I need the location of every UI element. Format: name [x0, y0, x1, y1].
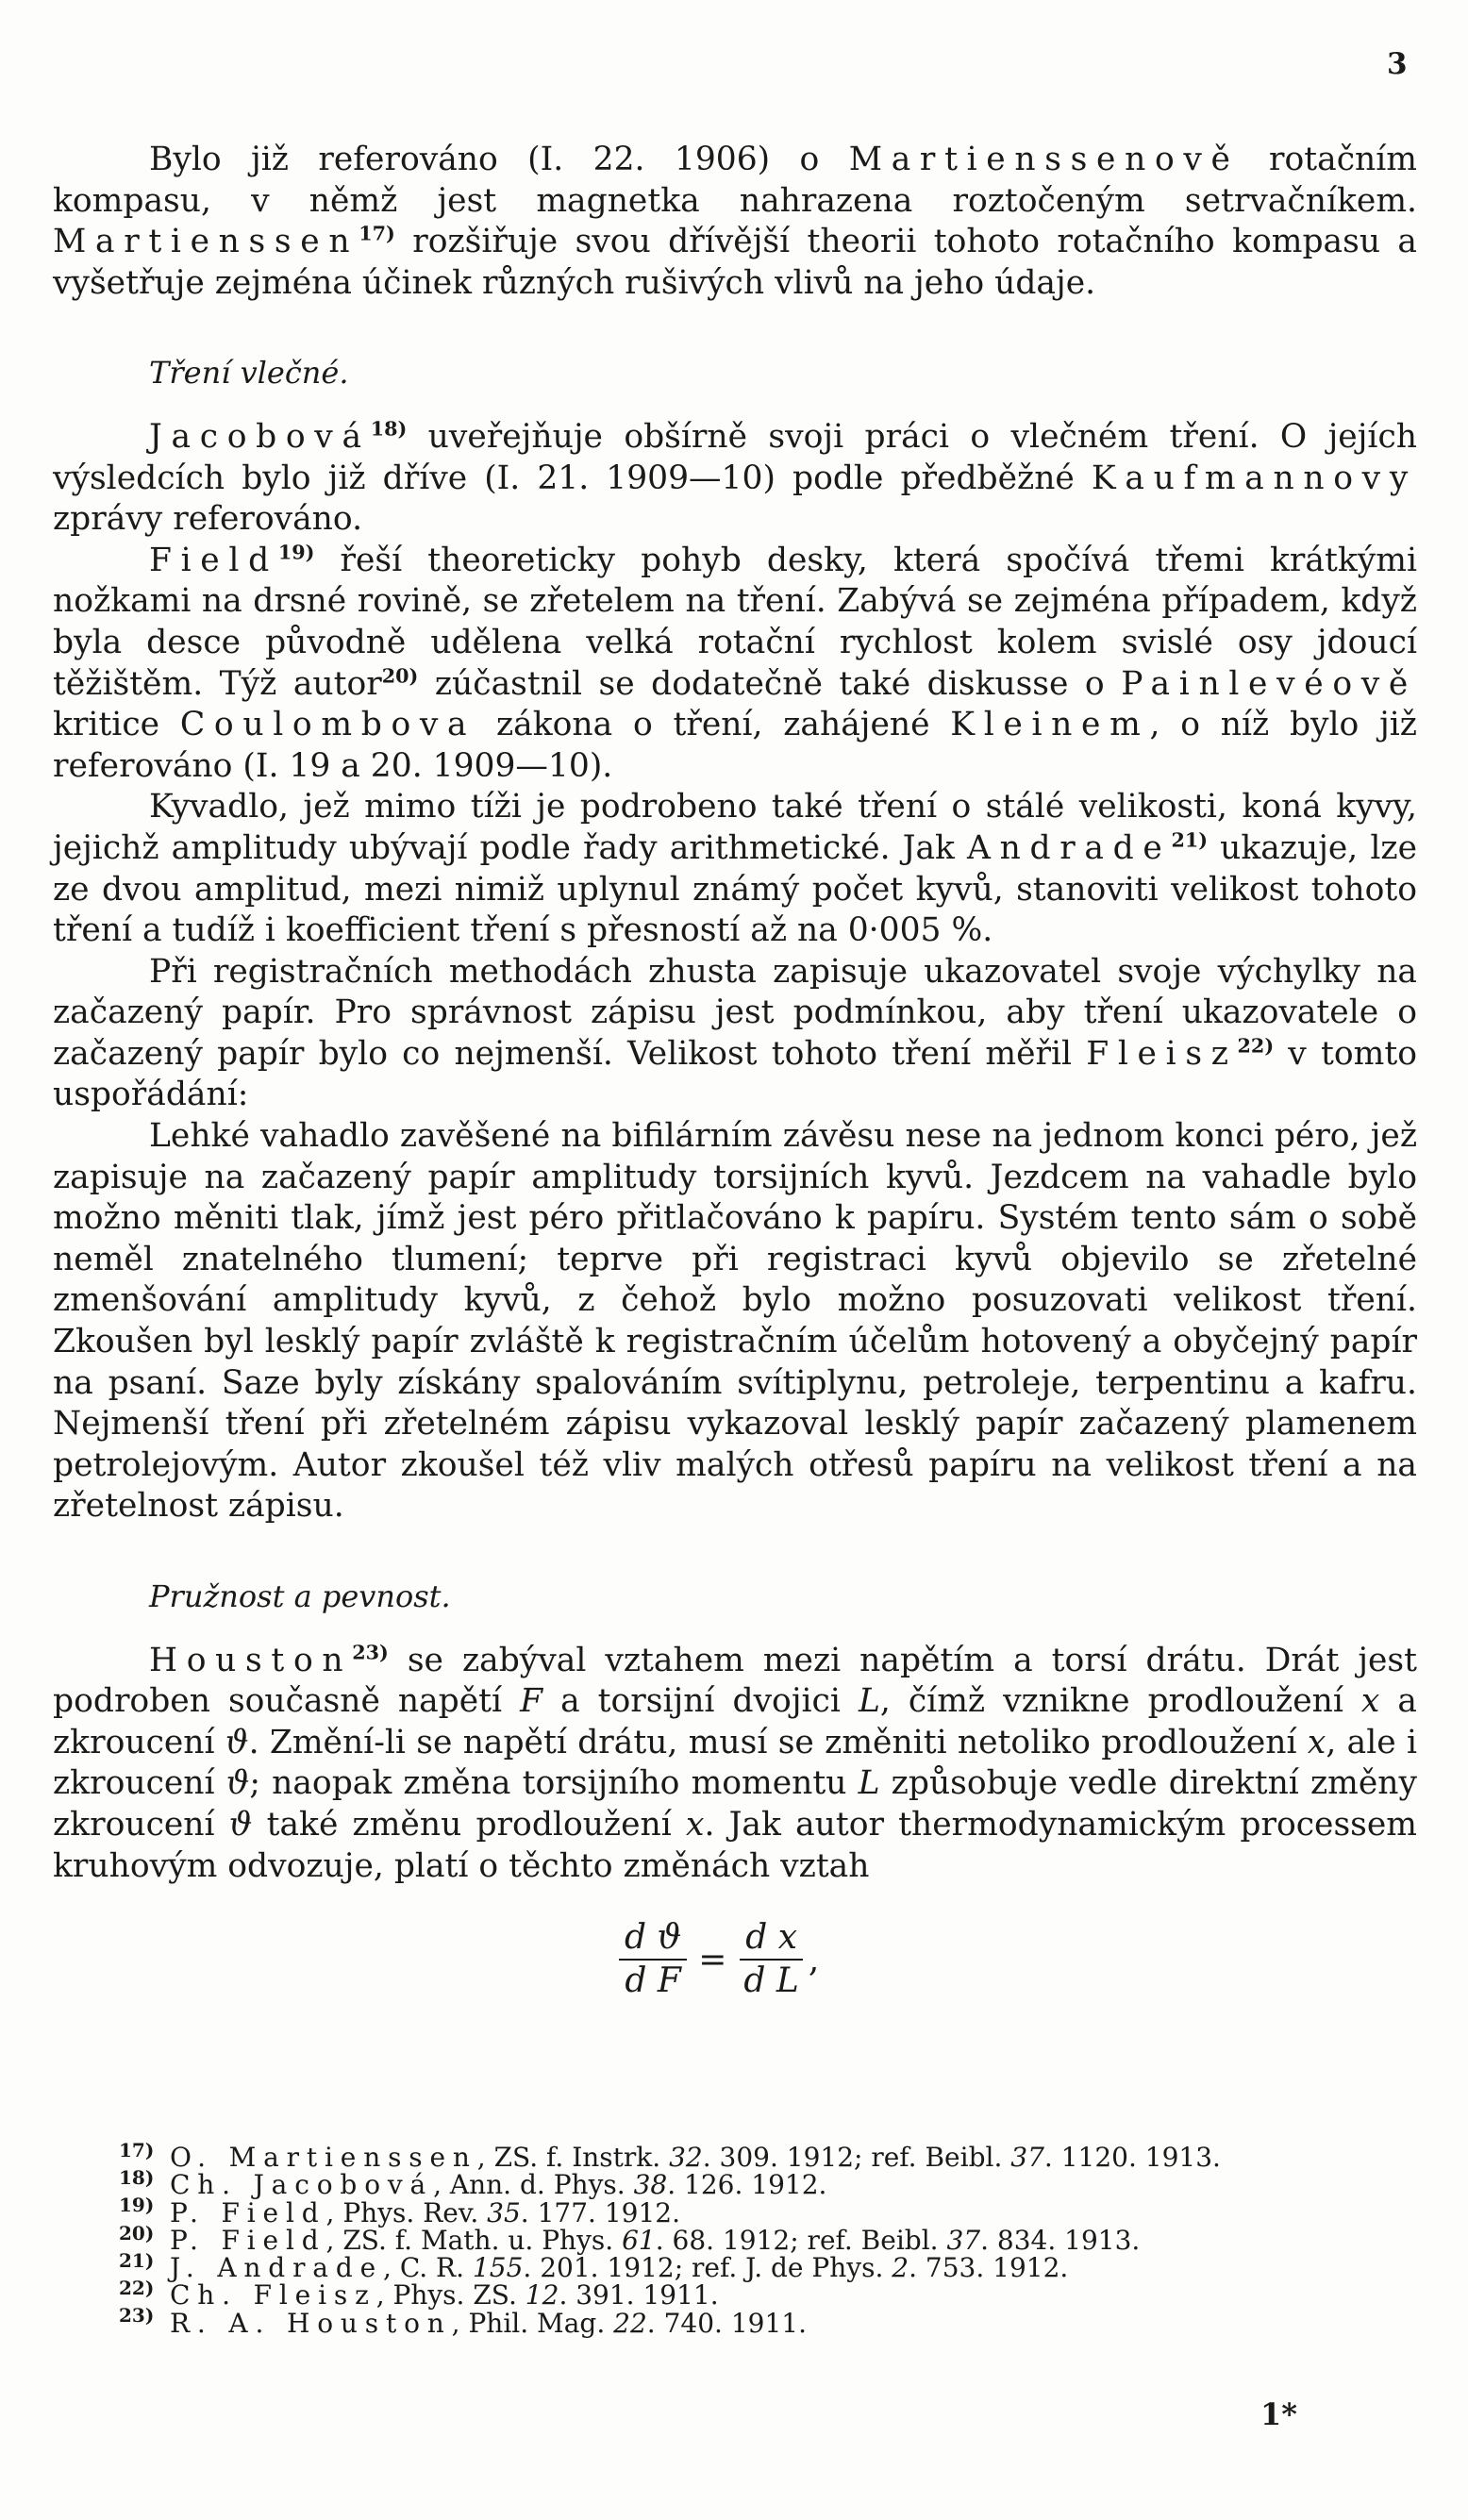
numerator: d x — [740, 1917, 803, 1961]
text: se zabýval vztahem mezi napětím a torsí drátu. Drát jest podroben současně napětí — [53, 1641, 1417, 1721]
text: . 68. 1912; ref. Beibl. — [655, 2224, 947, 2256]
text: , ZS. f. Instrk. — [476, 2142, 670, 2173]
text: . Jak autor thermodynamickým processem kruhovým odvozuje, platí o těchto změnách vztah — [53, 1805, 1418, 1885]
volume: 38 — [633, 2169, 668, 2201]
text: kritice — [53, 706, 180, 744]
footnote-ref: 23) — [352, 1641, 389, 1664]
text: , čímž vznikne prodloužení — [879, 1682, 1361, 1721]
text: a zkroucení — [53, 1682, 1417, 1761]
text: . 391. 1911. — [559, 2279, 719, 2311]
text: ukazuje, lze ze dvou amplitud, mezi nimiž uplynul známý počet kyvů, stanoviti velikost tohoto tření a tudíž i koefficient tření s přesností až na 0·005 %. — [53, 828, 1417, 950]
math-var: x — [685, 1805, 705, 1844]
equals-sign: = — [698, 1940, 727, 1979]
footnote-author: P. Field — [170, 2196, 326, 2228]
volume: 2 — [892, 2252, 909, 2284]
text: . 753. 1912. — [909, 2252, 1069, 2284]
volume: 22 — [613, 2307, 647, 2339]
text: a torsijní dvojici — [542, 1682, 859, 1721]
paragraph-field — [53, 541, 1417, 788]
math-var: ϑ — [225, 1764, 250, 1803]
paragraph-andrade — [53, 787, 1417, 951]
article-body — [53, 140, 1417, 2011]
math-var: ϑ — [225, 1723, 249, 1761]
volume: 37 — [1010, 2142, 1044, 2173]
text: také změnu prodloužení — [252, 1805, 686, 1844]
footnote: 19) P. Field, Phys. Rev. 35. 177. 1912. — [119, 2194, 680, 2228]
text: v tomto uspořádání: — [53, 1034, 1417, 1114]
footnote-ref: 18) — [370, 417, 408, 441]
volume: 155 — [472, 2252, 524, 2284]
author-name: Martienssen — [53, 223, 359, 261]
text: . 309. 1912; ref. Beibl. — [702, 2142, 1011, 2173]
author-name: Field — [149, 541, 278, 579]
text: , Phys. Rev. — [325, 2196, 488, 2228]
text: . 177. 1912. — [520, 2196, 680, 2228]
volume: 35 — [487, 2196, 521, 2228]
text: zúčastnil se dodatečně také diskusse o — [418, 664, 1122, 703]
volume: 61 — [622, 2224, 656, 2256]
author-name: Kleinem — [950, 706, 1150, 744]
text: Kyvadlo, jež mimo tíži je podrobeno také tření o stálé velikosti, koná kyvy, jejichž amplitudy ubývají podle řady arithmetické. Jak — [53, 788, 1417, 867]
author-name: Painlevéově — [1121, 664, 1417, 703]
fraction-left — [619, 1917, 687, 2002]
author-name: Jacobová — [149, 417, 371, 456]
text: rozšiřuje svou dřívější theorii tohoto rotačního kompasu a vyšetřuje zejména účinek různých rušivých vlivů na jeho údaje. — [53, 223, 1417, 302]
footnote: 23) R. A. Houston, Phil. Mag. 22. 740. 1911. — [119, 2304, 807, 2339]
text: ; naopak změna torsijního momentu — [249, 1764, 859, 1803]
footnote-author: P. Field — [170, 2224, 326, 2256]
section-heading-elasticity: Pružnost a pevnost. — [149, 1578, 451, 1614]
text: . 834. 1913. — [980, 2224, 1141, 2256]
text: rotačním kompasu, v němž jest magnetka nahrazena roztočeným setrvačníkem. — [53, 141, 1417, 220]
footnote-author: R. A. Houston — [170, 2307, 452, 2339]
section-heading-friction: Tření vlečné. — [149, 355, 349, 392]
math-var: L — [858, 1764, 880, 1803]
footnote-ref: 19) — [277, 541, 315, 564]
author-name: Fleisz — [1086, 1034, 1238, 1073]
math-var: L — [858, 1682, 880, 1721]
text: zákona o tření, zahájené — [475, 706, 951, 744]
denominator: d F — [625, 1961, 681, 2001]
math-var: ϑ — [228, 1805, 253, 1844]
text: , Phys. ZS. — [375, 2279, 525, 2311]
text: uveřejňuje obšírně svoji práci o vlečném tření. O jejích výsledcích bylo již dříve (I. 21. 1909—10) podle předběžné — [53, 417, 1417, 497]
text: . 740. 1911. — [646, 2307, 807, 2339]
signature-mark: 1* — [1260, 2396, 1297, 2432]
footnote-author: Ch. Fleisz — [170, 2279, 376, 2311]
text: Při registračních methodách zhusta zapisuje ukazovatel svoje výchylky na začazený papír. Pro správnost zápisu jest podmínkou, aby tření ukazovatele o začazený papír bylo co nejmenší. Velikost tohoto tření měřil — [53, 952, 1417, 1073]
text: řeší theoreticky pohyb desky, která spočívá třemi krátkými nožkami na drsné rovině, se zřetelem na tření. Zabývá se zejména případem, když byla desce původně udělena velká rotační rychlost kolem svislé osy jdoucí těžištěm. Týž autor — [53, 541, 1417, 703]
text: . 126. 1912. — [667, 2169, 827, 2201]
math-var: x — [1307, 1723, 1326, 1761]
text: . 201. 1912; ref. J. de Phys. — [523, 2252, 892, 2284]
author-name: Andrade — [967, 828, 1172, 867]
page-number: 3 — [1387, 47, 1408, 81]
author-name: Kaufmannovy — [1091, 459, 1417, 497]
fraction-right — [738, 1917, 804, 2002]
author-name: Martienssenově — [848, 141, 1240, 178]
footnote: 17) O. Martienssen, ZS. f. Instrk. 32. 309. 1912; ref. Beibl. 37. 1120. 1913. — [119, 2138, 1221, 2173]
math-var: F — [520, 1682, 543, 1721]
footnote: 22) Ch. Fleisz, Phys. ZS. 12. 391. 1911. — [119, 2277, 719, 2311]
footnote-ref: 20) — [381, 664, 419, 688]
text: . Změní-li se napětí drátu, musí se změniti netoliko prodloužení — [248, 1723, 1308, 1761]
numerator: d ϑ — [619, 1917, 687, 1961]
footnote-ref: 17) — [359, 222, 395, 245]
footnote-author: J. Andrade — [170, 2252, 384, 2284]
paragraph-fleisz — [53, 952, 1417, 1116]
footnote-ref: 22) — [1237, 1034, 1275, 1058]
paragraph-houston — [53, 1641, 1417, 1888]
math-var: x — [1360, 1682, 1380, 1721]
text: , Ann. d. Phys. — [433, 2169, 634, 2201]
footnote: 21) J. Andrade, C. R. 155. 201. 1912; ref. J. de Phys. 2. 753. 1912. — [119, 2248, 1069, 2284]
paragraph-martienssen — [53, 140, 1417, 304]
text: , Phil. Mag. — [451, 2307, 614, 2339]
equation — [619, 1908, 1417, 2011]
text: , ZS. f. Math. u. Phys. — [325, 2224, 623, 2256]
text: způsobuje vedle direktní změny zkroucení — [53, 1764, 1417, 1844]
text: , o níž bylo již referováno (I. 19 a 20. 1909—10). — [53, 706, 1417, 785]
volume: 37 — [946, 2224, 981, 2256]
text: , C. R. — [383, 2252, 473, 2284]
paragraph-apparatus: Lehké vahadlo zavěšené na bifilárním závěsu nese na jednom konci péro, jež zapisuje na začazený papír amplitudy torsijních kyvů. Jezdcem na vahadle bylo možno měniti tlak, jímž jest péro přitlačováno k papíru. Systém tento sám o sobě neměl znatelného tlumení; teprve při registraci kyvů objevilo se zřetelné zmenšování amplitudy kyvů, z čehož bylo možno posuzovati velikost tření. Zkoušen byl lesklý papír zvláště k registračním účelům hotovený a obyčejný papír na psaní. Saze byly získány spalováním svítiplynu, petroleje, terpentinu a kafru. Nejmenší tření při zřetelném zápisu vykazoval lesklý papír začazený plamenem petrolejovým. Autor zkoušel též vliv malých otřesů papíru na velikost tření a na zřetelnost zápisu. — [53, 1117, 1417, 1526]
paragraph-jacobova — [53, 417, 1417, 541]
footnote-author: Ch. Jacobová — [170, 2169, 434, 2201]
volume: 32 — [669, 2142, 703, 2173]
footnote: 18) Ch. Jacobová, Ann. d. Phys. 38. 126. 1912. — [119, 2165, 827, 2201]
equation-comma: , — [808, 1940, 820, 1979]
text: Bylo již referováno (I. 22. 1906) o — [149, 141, 849, 178]
text: , ale i zkroucení — [53, 1723, 1418, 1803]
author-name: Coulombova — [179, 706, 476, 744]
text: . 1120. 1913. — [1043, 2142, 1221, 2173]
volume: 12 — [525, 2279, 559, 2311]
footnotes — [119, 2138, 1421, 2339]
footnote-author: O. Martienssen — [170, 2142, 477, 2173]
footnote-ref: 21) — [1171, 828, 1209, 852]
text: zprávy referováno. — [53, 500, 363, 539]
denominator: d L — [743, 1961, 799, 2001]
author-name: Houston — [149, 1641, 353, 1679]
footnote: 20) P. Field, ZS. f. Math. u. Phys. 61. 68. 1912; ref. Beibl. 37. 834. 1913. — [119, 2221, 1141, 2256]
